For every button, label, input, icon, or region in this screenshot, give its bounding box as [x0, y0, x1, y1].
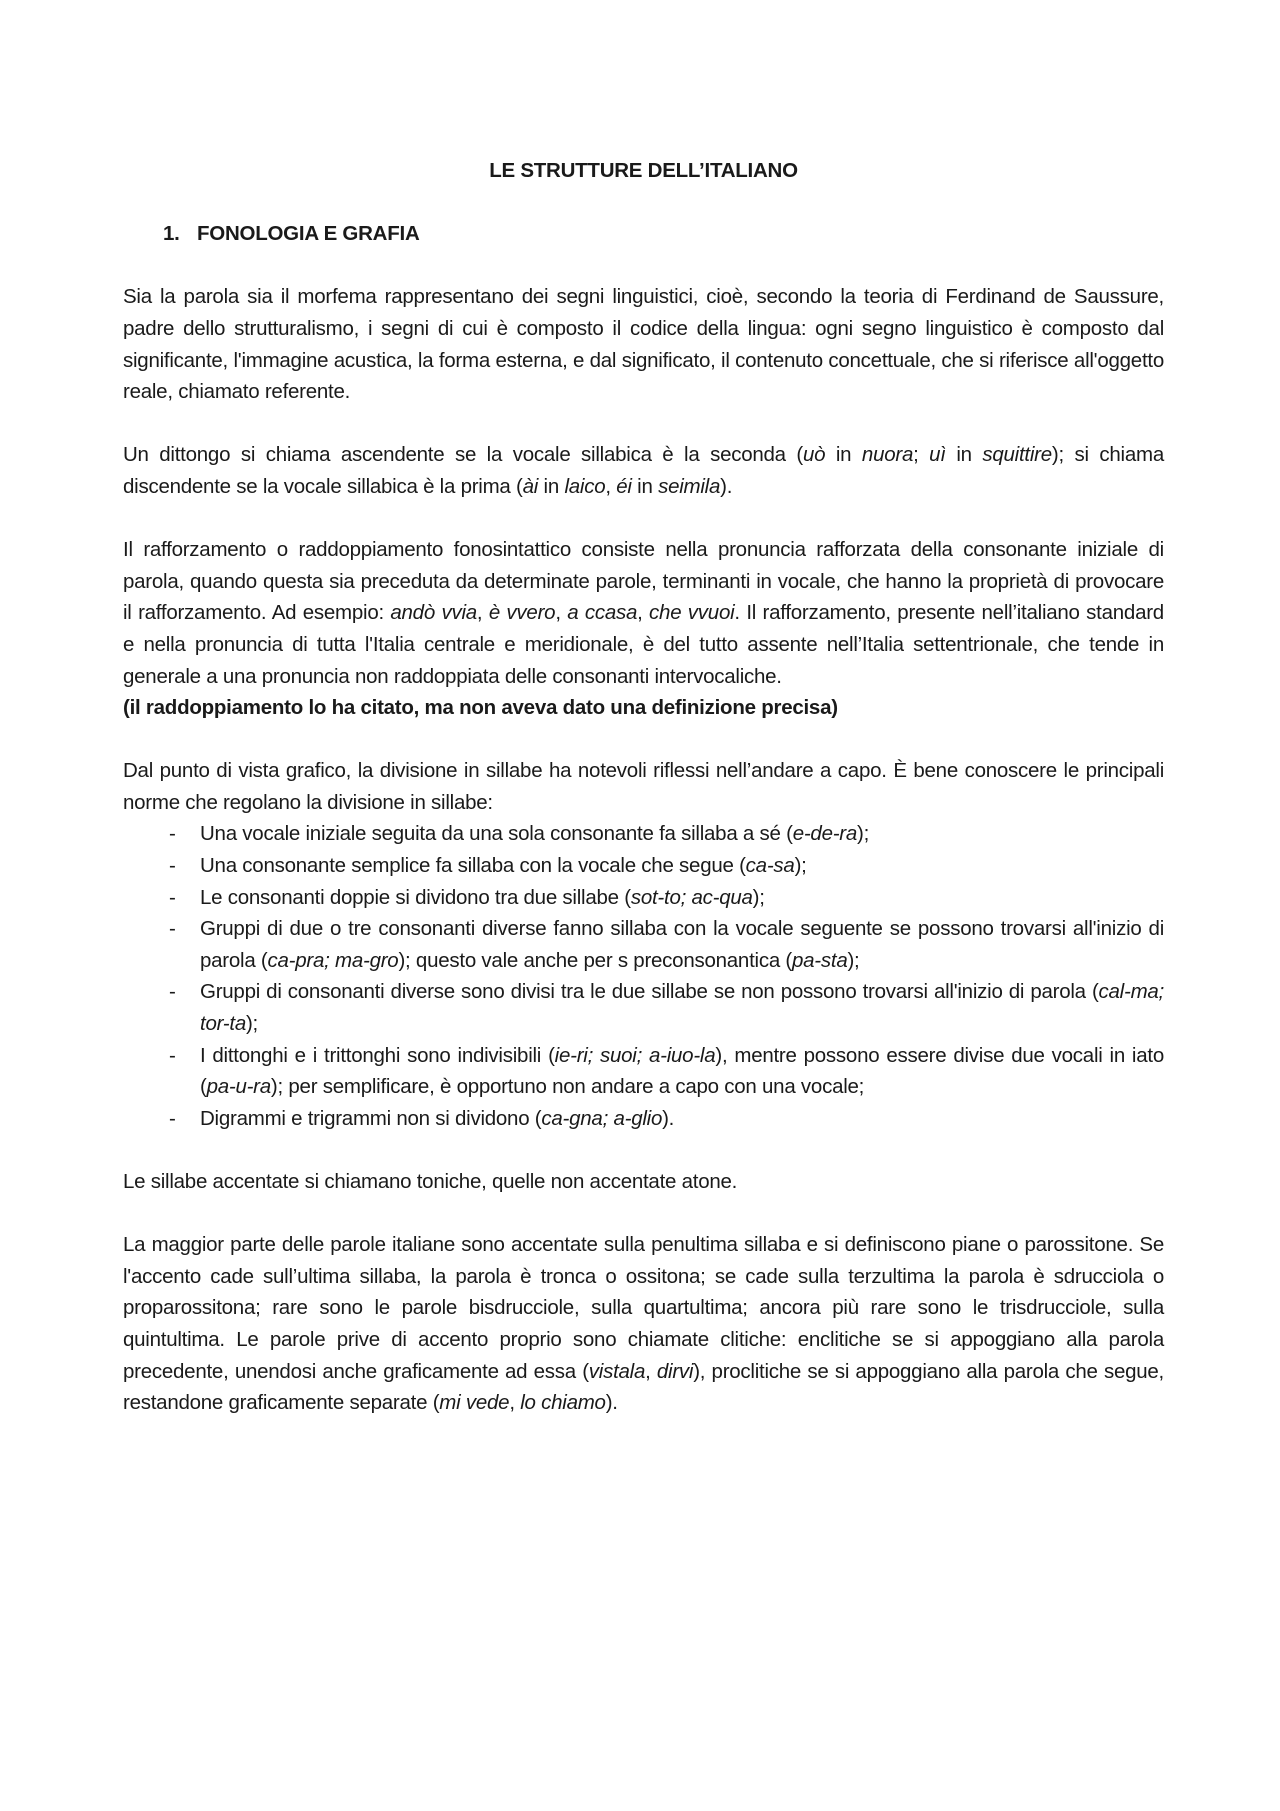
document-title: LE STRUTTURE DELL’ITALIANO — [489, 159, 798, 182]
italic-example: e-de-ra — [792, 822, 858, 846]
italic-example: mi vede — [439, 1391, 510, 1415]
text-run: ); — [794, 854, 807, 878]
section-number: 1. — [163, 222, 180, 246]
text-run: , — [476, 601, 489, 625]
list-item — [123, 1103, 1164, 1135]
text-run: La maggior parte delle parole italiane sono accentate sulla penultima sillaba e si definiscono piane o parossitone. Se l'accento cade sull’ultima sillaba, la parola è tronca o ossitona; se cade sulla terzultima la parola è sdrucciola o proparossitona; rare sono le parole bisdrucciole, sulla quartultima; ancora più rare sono le trisdrucciole, sulla quintultima. Le parole prive di accento proprio sono chiamate clitiche: enclitiche se si appoggiano alla parola precedente, unendosi anche graficamente ad essa ( — [123, 1233, 1164, 1383]
italic-example: laico — [564, 474, 606, 498]
text-run: . Il rafforzamento, presente nell’italiano standard e nella pronuncia di tutta l'Italia centrale e meridionale, è del tutto assente nell’Italia settentrionale, che tende in generale a una pronuncia non raddoppiata delle consonanti intervocaliche. — [123, 601, 1164, 688]
list-item — [123, 818, 1164, 850]
list-item — [123, 1040, 1164, 1103]
text-run: in — [945, 443, 983, 467]
text-run: , — [555, 601, 568, 625]
dash-bullet-icon: - — [169, 1106, 176, 1130]
italic-example: sot-to; ac-qua — [630, 885, 753, 909]
section-heading — [123, 218, 1164, 250]
italic-example: che vvuoi — [649, 601, 735, 625]
italic-example: ie-ri; suoi; a-iuo-la — [554, 1043, 716, 1067]
paragraph — [123, 1229, 1164, 1419]
list-item — [123, 976, 1164, 1039]
italic-example: pa-u-ra — [206, 1075, 271, 1099]
italic-example: éi — [616, 474, 632, 498]
syllable-rules-list — [123, 818, 1164, 1134]
dash-bullet-icon: - — [169, 854, 176, 878]
section-title: FONOLOGIA E GRAFIA — [197, 222, 420, 246]
text-run: I dittonghi e i trittonghi sono indivisibili ( — [200, 1043, 555, 1067]
text-run: in — [825, 443, 862, 467]
text-run: Le sillabe accentate si chiamano toniche, quelle non accentate atone. — [123, 1170, 738, 1193]
italic-example: è vvero — [488, 601, 556, 625]
text-run: Le consonanti doppie si dividono tra due sillabe ( — [200, 885, 631, 909]
dash-bullet-icon: - — [169, 1043, 176, 1067]
italic-example: cal-ma; tor-ta — [200, 980, 1164, 1036]
paragraph — [123, 1166, 1164, 1198]
body-paragraphs-after — [123, 1166, 1164, 1419]
italic-example: a ccasa — [567, 601, 638, 625]
dash-bullet-icon: - — [169, 822, 176, 846]
bold-note — [123, 692, 1164, 724]
text-run: Una consonante semplice fa sillaba con la vocale che segue ( — [200, 854, 746, 878]
text-run: Gruppi di due o tre consonanti diverse fanno sillaba con la vocale seguente se possono trovarsi all'inizio di parola ( — [200, 917, 1164, 972]
text-run: Gruppi di consonanti diverse sono divisi tra le due sillabe se non possono trovarsi all'inizio di parola ( — [200, 980, 1099, 1004]
paragraph — [123, 534, 1164, 692]
text-run: ). — [662, 1106, 675, 1130]
text-run: ), mentre possono essere divise due vocali in iato ( — [200, 1043, 1164, 1099]
italic-example: ca-sa — [745, 854, 795, 878]
text-run: (il raddoppiamento lo ha citato, ma non aveva dato una definizione precisa) — [123, 696, 838, 720]
text-run: , — [637, 601, 650, 625]
text-run: ; — [913, 443, 930, 467]
text-run: in — [538, 474, 565, 498]
text-run: ); si chiama discendente se la vocale sillabica è la prima ( — [123, 443, 1164, 498]
italic-example: ài — [522, 474, 539, 498]
italic-example: andò vvia — [390, 601, 477, 625]
italic-example: uò — [802, 443, 826, 467]
text-run: , — [605, 474, 617, 498]
list-item — [123, 850, 1164, 882]
paragraph — [123, 755, 1164, 818]
text-run: , — [645, 1359, 657, 1383]
italic-example: ca-pra; ma-gro — [267, 948, 399, 972]
list-item — [123, 882, 1164, 914]
italic-example: uì — [929, 443, 946, 467]
text-run: Dal punto di vista grafico, la divisione in sillabe ha notevoli riflessi nell’andare a capo. È bene conoscere le principali norme che regolano la divisione in sillabe: — [123, 759, 1164, 814]
italic-example: dirvi — [656, 1359, 694, 1383]
body-paragraphs — [123, 281, 1164, 818]
dash-bullet-icon: - — [169, 980, 176, 1004]
text-run: ). — [720, 474, 733, 498]
italic-example: lo chiamo — [520, 1391, 606, 1415]
italic-example: vistala — [588, 1359, 646, 1383]
text-run: ); — [245, 1012, 259, 1036]
italic-example: nuora — [861, 443, 914, 467]
text-run: in — [631, 474, 659, 498]
text-run: ); per semplificare, è opportuno non andare a capo con una vocale; — [270, 1075, 865, 1099]
text-run: Digrammi e trigrammi non si dividono ( — [200, 1106, 542, 1130]
paragraph — [123, 281, 1164, 407]
text-run: ), proclitiche se si appoggiano alla parola che segue, restandone graficamente separate ( — [123, 1359, 1164, 1415]
document-page — [123, 155, 1164, 1450]
italic-example: pa-sta — [792, 948, 848, 972]
text-run: Un dittongo si chiama ascendente se la vocale sillabica è la seconda ( — [123, 443, 803, 467]
text-run: ); — [847, 948, 860, 972]
italic-example: squittire — [982, 443, 1052, 467]
dash-bullet-icon: - — [169, 885, 176, 909]
list-item — [123, 913, 1164, 976]
text-run: ); — [857, 822, 870, 846]
text-run: , — [509, 1391, 521, 1415]
text-run: Una vocale iniziale seguita da una sola consonante fa sillaba a sé ( — [200, 822, 793, 846]
text-run: Sia la parola sia il morfema rappresentano dei segni linguistici, cioè, secondo la teoria di Ferdinand de Saussure, padre dello strutturalismo, i segni di cui è composto il codice della lingua: ogni segno linguistico è composto dal significante, l'immagine acustica, la forma esterna, e dal significato, il contenuto concettuale, che si riferisce all'oggetto reale, chiamato referente. — [123, 285, 1164, 404]
text-run: ); — [752, 885, 765, 909]
text-run: Il rafforzamento o raddoppiamento fonosintattico consiste nella pronuncia rafforzata della consonante iniziale di parola, quando questa sia preceduta da determinate parole, terminanti in vocale, che hanno la proprietà di provocare il rafforzamento. Ad esempio: — [123, 538, 1164, 625]
dash-bullet-icon: - — [169, 917, 176, 941]
text-run: ). — [605, 1391, 618, 1415]
paragraph — [123, 439, 1164, 502]
italic-example: ca-gna; a-glio — [541, 1106, 663, 1130]
text-run: ); questo vale anche per s preconsonantica ( — [398, 948, 792, 972]
italic-example: seimila — [658, 474, 721, 498]
